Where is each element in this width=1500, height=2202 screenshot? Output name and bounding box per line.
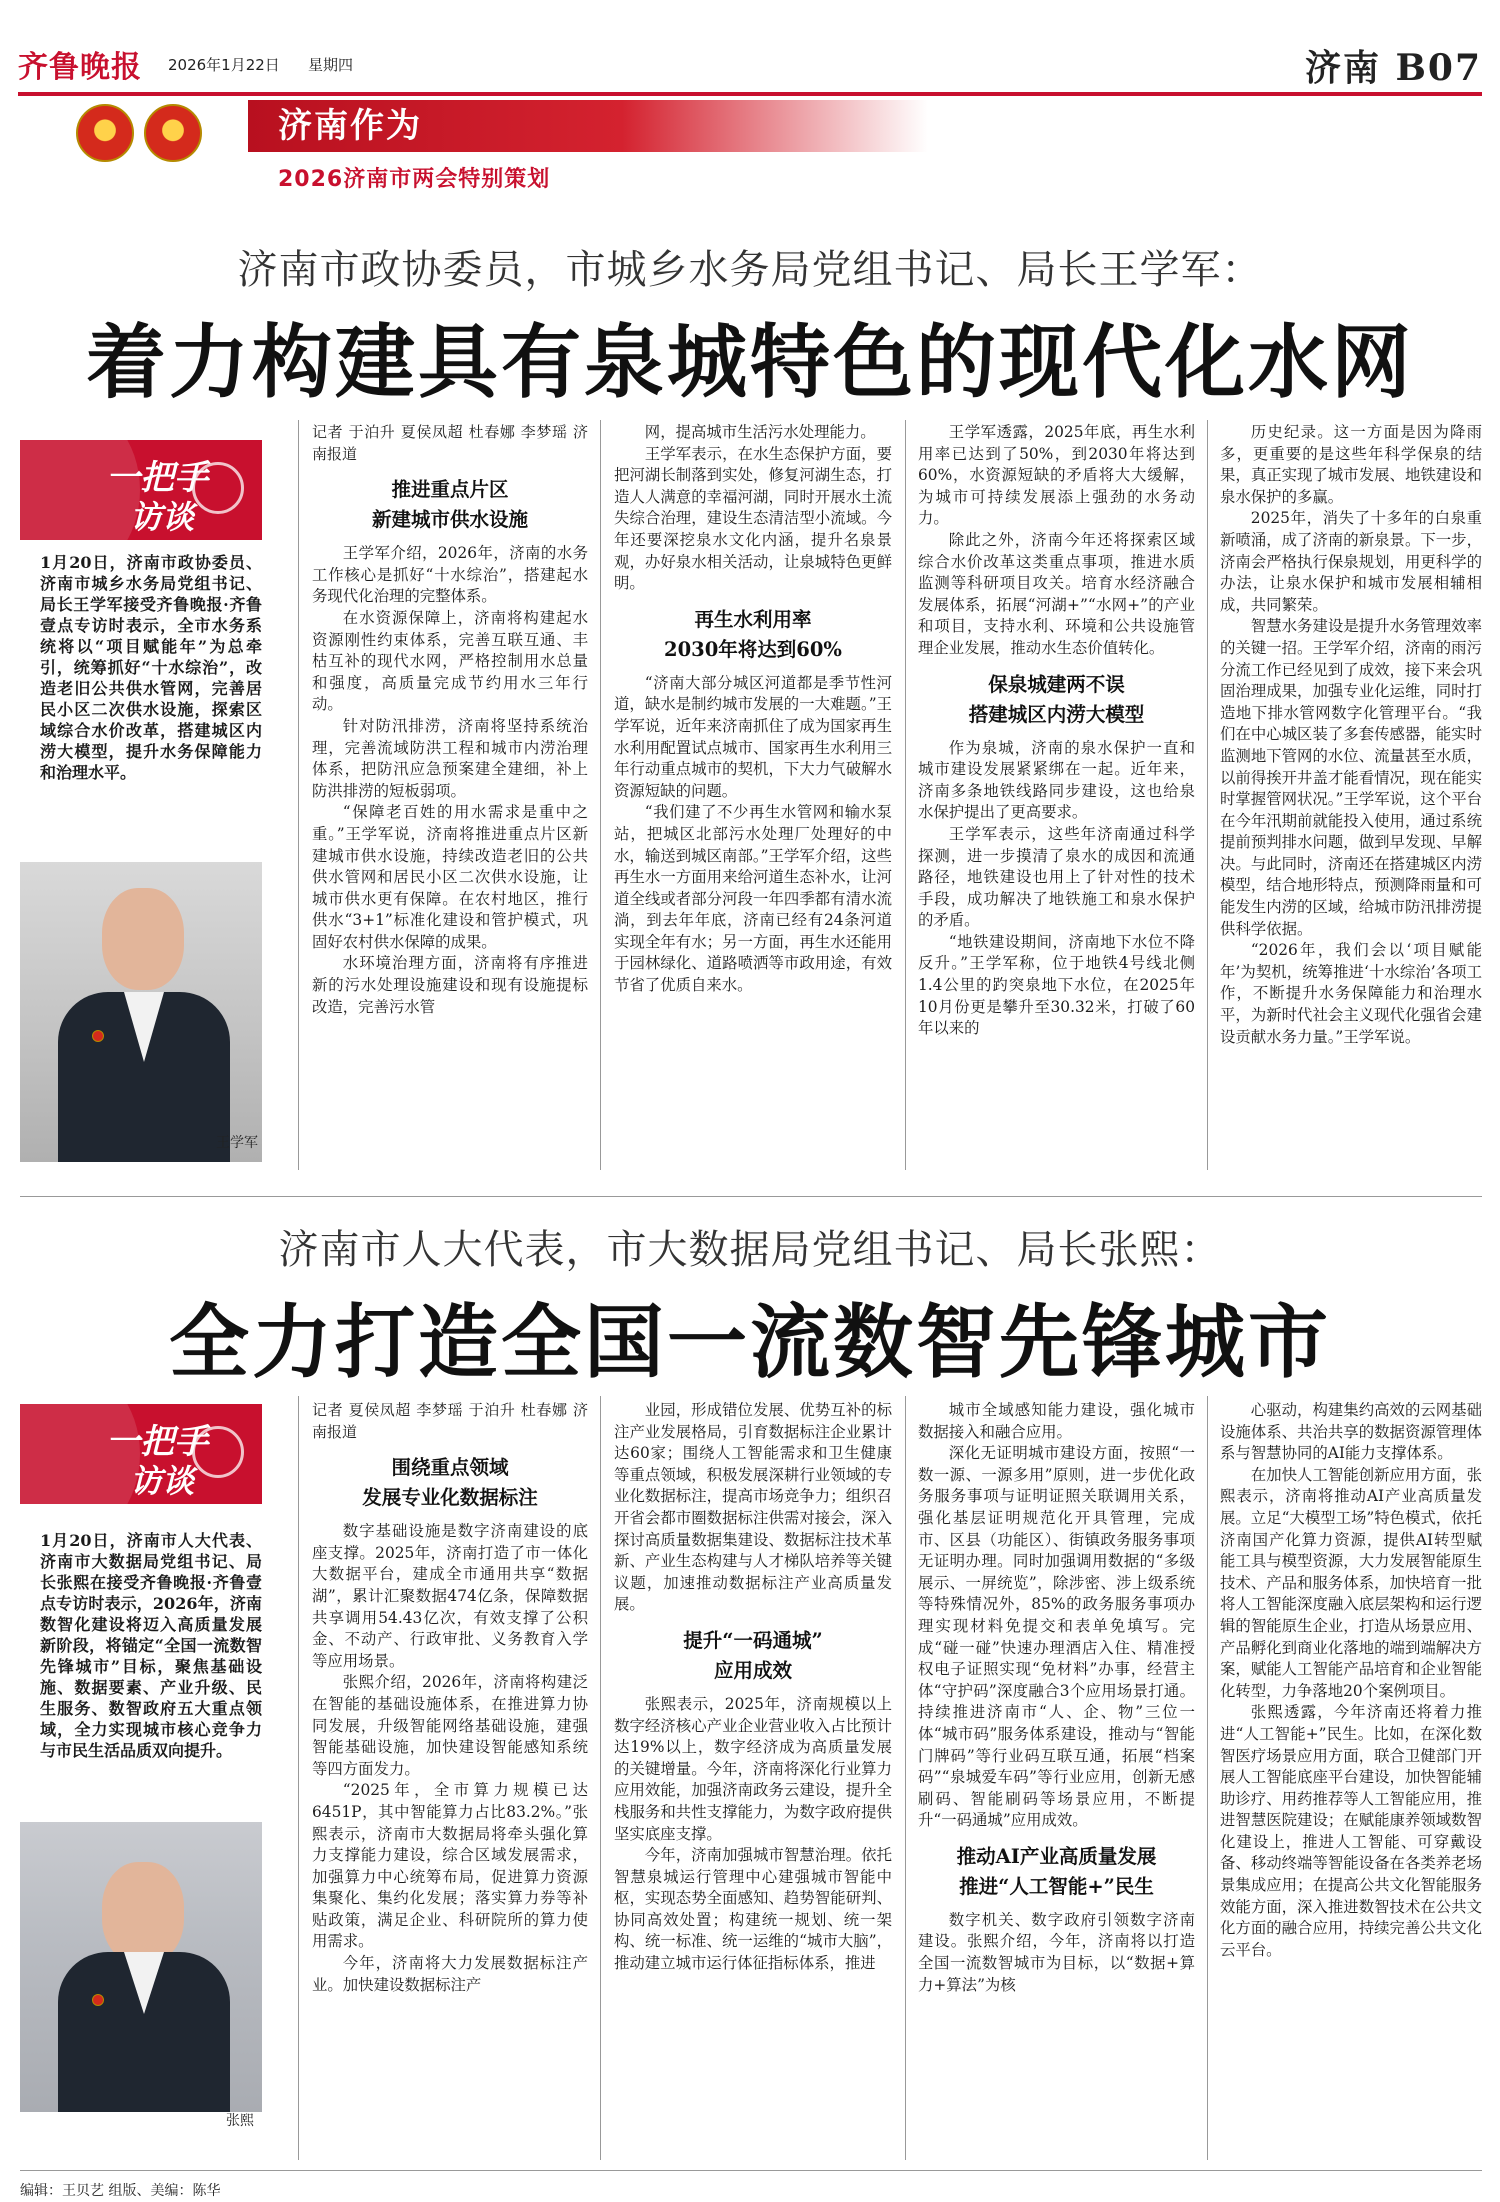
paragraph: 王学军透露，2025年底，再生水利用率已达到了50%，到2030年将达到60%，水资源短缺的矛盾将大大缓解，为城市可持续发展添上强劲的水务动力。 <box>918 423 1195 528</box>
issue-date: 2026年1月22日 <box>168 56 280 74</box>
subheading-line: 推进“人工智能+”民生 <box>959 1874 1154 1898</box>
article1-byline: 记者 于泊升 夏侯凤超 杜春娜 李梦瑶 济南报道 <box>312 423 588 463</box>
paragraph: 除此之外，济南今年还将探索区域综合水价改革这类重点事项，推进水质监测等科研项目攻关。培育水经济融合发展体系，拓展“河湖+”“水网+”的产业和项目，支持水利、环境和公共设施管理企业发展，推动水生态价值转化。 <box>918 530 1195 657</box>
paragraph: 业园，形成错位发展、优势互补的标注产业发展格局，引育数据标注企业累计达60家；围绕人工智能需求和卫生健康等重点领域，积极发展深耕行业领域的专业化数据标注，提高市场竞争力；组织召开省会都市圈数据标注供需对接会，深入探讨高质量数据集建设、数据标注技术革新、产业生态构建与人才梯队培养等关键议题，加速推动数据标注产业高质量发展。 <box>614 1401 892 1614</box>
subheading-line: 保泉城建两不误 <box>988 672 1125 696</box>
paragraph: 在加快人工智能创新应用方面，张熙表示，济南将推动AI产业高质量发展。立足“大模型工场”特色模式，依托济南国产化算力资源，提供AI转型赋能工具与模型资源，大力发展智能原生技术、产品和服务体系，加快培育一批将人工智能深度融入底层架构和运行逻辑的智能原生企业，打造从场景应用、产品孵化到商业化落地的端到端解决方案，赋能人工智能产品培育和企业智能化转型，力争落地20个案例项目。 <box>1220 1465 1482 1700</box>
paragraph: “2025年，全市算力规模已达6451P，其中智能算力占比83.2%。”张熙表示，济南市大数据局将牵头强化算力支撑能力建设，综合区域发展需求，加强算力中心统筹布局，促进算力资源集聚化、集约化发展；落实算力券等补贴政策，满足企业、科研院所的算力使用需求。 <box>312 1781 588 1951</box>
subheading-line: 提升“一码通城” <box>683 1628 823 1652</box>
banner-label-top: 一把手 <box>106 458 208 498</box>
column-divider <box>1207 420 1208 1170</box>
article2-interview-banner <box>20 1404 262 1504</box>
article1-lead: 1月20日，济南市政协委员、济南市城乡水务局党组书记、局长王学军接受齐鲁晚报·齐鲁壹点专访时表示，全市水务系统将以“项目赋能年”为总牵引，统筹抓好“十水综治”，改造老旧公共供水管网，完善居民小区二次供水设施，探索区域综合水价改革，搭建城区内涝大模型，提升水务保障能力和治理水平。 <box>40 553 262 782</box>
newspaper-logo: 齐鲁晚报 <box>18 50 142 85</box>
editor-credits: 编辑：王贝艺 组版、美编：陈华 <box>20 2183 221 2199</box>
article1-interview-banner <box>20 440 262 540</box>
subheading-line: 推进重点片区 <box>391 478 509 502</box>
subheading <box>312 475 588 535</box>
article1-portrait-photo <box>20 862 262 1162</box>
paragraph: 城市全域感知能力建设，强化城市数据接入和融合应用。 <box>918 1401 1195 1441</box>
cppcc-emblem-icon <box>144 104 202 162</box>
article2-headline: 全力打造全国一流数智先锋城市 <box>169 1295 1331 1389</box>
paragraph: 深化无证明城市建设方面，按照“一数一源、一源多用”原则，进一步优化政务服务事项与证明证照关联调用关系，强化基层证明规范化开具管理，完成市、区县（功能区）、街镇政务服务事项无证明办理。同时加强调用数据的“多级展示、一屏统览”，除涉密、涉上级系统等特殊情况外，85%的政务服务事项办理实现材料免提交和表单免填写。完成“碰一碰”快速办理酒店入住、精准授权电子证照实现“免材料”办事，经营主体“守护码”深度融合3个应用场景打通。持续推进济南市“人、企、物”三位一体“城市码”服务体系建设，推动与“智能门牌码”等行业码互联互通，拓展“档案码”“泉城爱车码”等行业应用，创新无感刷码、智能刷码等场景应用，不断提升“一码通城”应用成效。 <box>918 1444 1195 1830</box>
subheading <box>312 1453 588 1513</box>
masthead-rule <box>18 92 1482 96</box>
banner-label-bottom: 访谈 <box>130 498 195 536</box>
paragraph: 水环境治理方面，济南将有序推进新的污水处理设施建设和现有设施提标改造，完善污水管 <box>312 954 588 1016</box>
subheading-line: 新建城市供水设施 <box>371 508 528 532</box>
article1-column-4 <box>1220 422 1482 1048</box>
article2-byline: 记者 夏侯凤超 李梦瑶 于泊升 杜春娜 济南报道 <box>312 1401 588 1441</box>
subheading-line: 搭建城区内涝大模型 <box>968 702 1145 726</box>
column-divider <box>600 420 601 1170</box>
article-separator <box>20 1196 1482 1197</box>
article1-column-1 <box>312 422 588 1018</box>
article1-column-2 <box>614 422 892 997</box>
paragraph: 2025年，消失了十多年的白泉重新喷涌，成了济南的新泉景。下一步，济南会严格执行保泉规划，用更科学的办法，让泉水保护和城市发展相辅相成，共同繁荣。 <box>1220 509 1482 614</box>
subheading <box>918 670 1195 730</box>
banner-label-bottom: 访谈 <box>130 1462 195 1500</box>
paragraph: 王学军表示，这些年济南通过科学探测，进一步摸清了泉水的成因和流通路径，地铁建设也用上了针对性的技术手段，成功解决了地铁施工和泉水保护的矛盾。 <box>918 824 1195 930</box>
article2-column-4 <box>1220 1400 1482 1961</box>
issue-weekday: 星期四 <box>308 56 354 74</box>
column-divider <box>298 1396 299 2160</box>
paragraph: 历史纪录。这一方面是因为降雨多，更重要的是这些年科学保泉的结果，真正实现了城市发展、地铁建设和泉水保护的多赢。 <box>1220 423 1482 506</box>
subheading-line: 发展专业化数据标注 <box>362 1486 538 1510</box>
banner-label-top: 一把手 <box>106 1422 208 1462</box>
paragraph: “我们建了不少再生水管网和输水泵站，把城区北部污水处理厂处理好的中水，输送到城区南部。”王学军介绍，这些再生水一方面用来给河道生态补水，让河道全线或者部分河段一年四季都有清水流淌，到去年年底，济南已经有24条河道实现全年有水；另一方面，再生水还能用于园林绿化、道路喷洒等市政用途，有效节省了优质自来水。 <box>614 803 892 995</box>
subheading-line: 围绕重点领域 <box>391 1456 509 1480</box>
column-divider <box>1207 1396 1208 2160</box>
article1-headline: 着力构建具有泉城特色的现代化水网 <box>86 315 1414 409</box>
paragraph: 王学军介绍，2026年，济南的水务工作核心是抓好“十水综治”，搭建起水务现代化治理的完整体系。 <box>312 544 588 606</box>
deputy-badge-icon <box>92 1994 104 2006</box>
paragraph: 张熙介绍，2026年，济南将构建泛在智能的基础设施体系，在推进算力协同发展，升级智能网络基础设施，建强智能基础设施，加快建设智能感知系统等四方面发力。 <box>312 1673 588 1778</box>
section-subtitle: 2026济南市两会特别策划 <box>278 167 551 192</box>
article2-lead: 1月20日，济南市人大代表、济南市大数据局党组书记、局长张熙在接受齐鲁晚报·齐鲁壹点专访时表示，2026年，济南数智化建设将迈入高质量发展新阶段，将锚定“全国一流数智先锋城市”目标，聚焦基础设施、数据要素、产业升级、民生服务、数智政府五大重点领域，全力实现城市核心竞争力与市民生活品质双向提升。 <box>40 1531 262 1760</box>
subheading <box>614 605 892 665</box>
paragraph: “2026年，我们会以‘项目赋能年’为契机，统筹推进‘十水综治’各项工作，不断提升水务保障能力和治理水平，为新时代社会主义现代化强省会建设贡献水务力量。”王学军说。 <box>1220 941 1482 1046</box>
paragraph: “地铁建设期间，济南地下水位不降反升。”王学军称，位于地铁4号线北侧1.4公里的趵突泉地下水位，在2025年10月份更是攀升至30.32米，打破了60年以来的 <box>918 932 1195 1038</box>
paragraph: 今年，济南加强城市智慧治理。依托智慧泉城运行管理中心建强城市智能中枢，实现态势全面感知、趋势智能研判、协同高效处置；构建统一规划、统一架构、统一标准、统一运维的“城市大脑”，推动建立城市运行体征指标体系，推进 <box>614 1846 892 1973</box>
column-divider <box>298 420 299 1170</box>
subheading-line: 再生水利用率 <box>694 607 812 631</box>
article2-column-2 <box>614 1400 892 1975</box>
paragraph: 针对防汛排涝，济南将坚持系统治理，完善流域防洪工程和城市内涝治理体系，把防汛应急预案建全建细，补上防洪排涝的短板弱项。 <box>312 716 588 800</box>
column-divider <box>600 1396 601 2160</box>
article2-column-3 <box>918 1400 1195 1996</box>
subheading-line: 推动AI产业高质量发展 <box>956 1844 1157 1868</box>
column-divider <box>905 420 906 1170</box>
subheading-line: 2030年将达到60% <box>664 637 842 661</box>
paragraph: “济南大部分城区河道都是季节性河道，缺水是制约城市发展的一大难题。”王学军说，近年来济南抓住了成为国家再生水利用配置试点城市、国家再生水利用三年行动重点城市的契机，下大力气破解水资源短缺的问题。 <box>614 673 892 800</box>
article2-column-1 <box>312 1400 588 1996</box>
article1-kicker: 济南市政协委员，市城乡水务局党组书记、局长王学军： <box>237 247 1263 293</box>
article2-kicker: 济南市人大代表，市大数据局党组书记、局长张熙： <box>278 1227 1222 1273</box>
paragraph: 张熙透露，今年济南还将着力推进“人工智能+”民生。比如，在深化数智医疗场景应用方面，联合卫健部门开展人工智能底座平台建设，加快智能辅助诊疗、用药推荐等人工智能应用，推进智慧医院建设；在赋能康养领域数智化建设上，推进人工智能、可穿戴设备、移动终端等智能设备在各类养老场景集成应用；在提高公共文化智能服务效能方面，深入推进数智技术在公共文化方面的融合应用，持续完善公共文化云平台。 <box>1220 1703 1482 1959</box>
paragraph: 数字基础设施是数字济南建设的底座支撑。2025年，济南打造了市一体化大数据平台，建成全市通用共享“数据湖”，累计汇聚数据474亿条，保障数据共享调用54.43亿次，有效支撑了公积金、不动产、行政审批、义务教育入学等应用场景。 <box>312 1522 588 1670</box>
article1-photo-caption: 王学军 <box>216 1135 258 1151</box>
page-section-number: 济南 B07 <box>1304 47 1482 89</box>
subheading <box>918 1842 1195 1902</box>
paragraph: 心驱动，构建集约高效的云网基础设施体系、共治共享的数据资源管理体系与智慧协同的AI能力支撑体系。 <box>1220 1401 1482 1463</box>
masthead <box>18 40 1482 89</box>
article2-photo-caption: 张熙 <box>226 2113 254 2129</box>
paragraph: “保障老百姓的用水需求是重中之重。”王学军说，济南将推进重点片区新建城市供水设施，持续改造老旧的公共供水管网和居民小区二次供水设施，让城市供水更有保障。在农村地区，推行供水“3+1”标准化建设和管护模式，巩固好农村供水保障的成果。 <box>312 803 588 951</box>
national-emblem-icon <box>76 104 134 162</box>
paragraph: 网，提高城市生活污水处理能力。 <box>644 423 876 441</box>
column-divider <box>905 1396 906 2160</box>
article2-portrait-photo <box>20 1822 262 2112</box>
subheading <box>614 1626 892 1686</box>
subheading-line: 应用成效 <box>713 1658 792 1682</box>
paragraph: 数字机关、数字政府引领数字济南建设。张熙介绍，今年，济南将以打造全国一流数智城市为目标，以“数据+算力+算法”为核 <box>918 1910 1195 1994</box>
footer-rule <box>20 2170 1482 2171</box>
paragraph: 智慧水务建设是提升水务管理效率的关键一招。王学军介绍，济南的雨污分流工作已经见到了成效，接下来会巩固治理成果，加强专业化运维，同时打造地下排水管网数字化管理平台。“我们在中心城区装了多套传感器，能实时监测地下管网的水位、流量甚至水质，以前得挨开井盖才能看情况，现在能实时掌握管网状况。”王学军说，这个平台在今年汛期前就能投入使用，通过系统提前预判排水问题，做到早发现、早解决。与此同时，济南还在搭建城区内涝模型，结合地形特点，预测降雨量和可能发生内涝的区域，给城市防汛排涝提供科学依据。 <box>1220 617 1482 938</box>
section-title: 济南作为 <box>278 106 422 146</box>
deputy-badge-icon <box>92 1030 104 1042</box>
paragraph: 作为泉城，济南的泉水保护一直和城市建设发展紧紧绑在一起。近年来，济南多条地铁线路同步建设，这也给泉水保护提出了更高要求。 <box>918 738 1195 822</box>
paragraph: 今年，济南将大力发展数据标注产业。加快建设数据标注产 <box>312 1954 588 1994</box>
article1-column-3 <box>918 422 1195 1040</box>
paragraph: 张熙表示，2025年，济南规模以上数字经济核心产业企业营业收入占比预计达19%以上，数字经济成为高质量发展的关键增量。今年，济南将深化行业算力应用效能，加强济南政务云建设，提升全栈服务和共性支撑能力，为数字政府提供坚实底座支撑。 <box>614 1694 892 1843</box>
paragraph: 在水资源保障上，济南将构建起水资源刚性约束体系，完善互联互通、丰枯互补的现代水网，严格控制用水总量和强度，高质量完成节约用水三年行动。 <box>312 608 588 714</box>
paragraph: 王学军表示，在水生态保护方面，要把河湖长制落到实处，修复河湖生态，打造人人满意的幸福河湖，同时开展水土流失综合治理，建设生态清洁型小流域。今年还要深挖泉水文化内涵，提升名泉景观，办好泉水相关活动，让泉城特色更鲜明。 <box>614 444 892 593</box>
